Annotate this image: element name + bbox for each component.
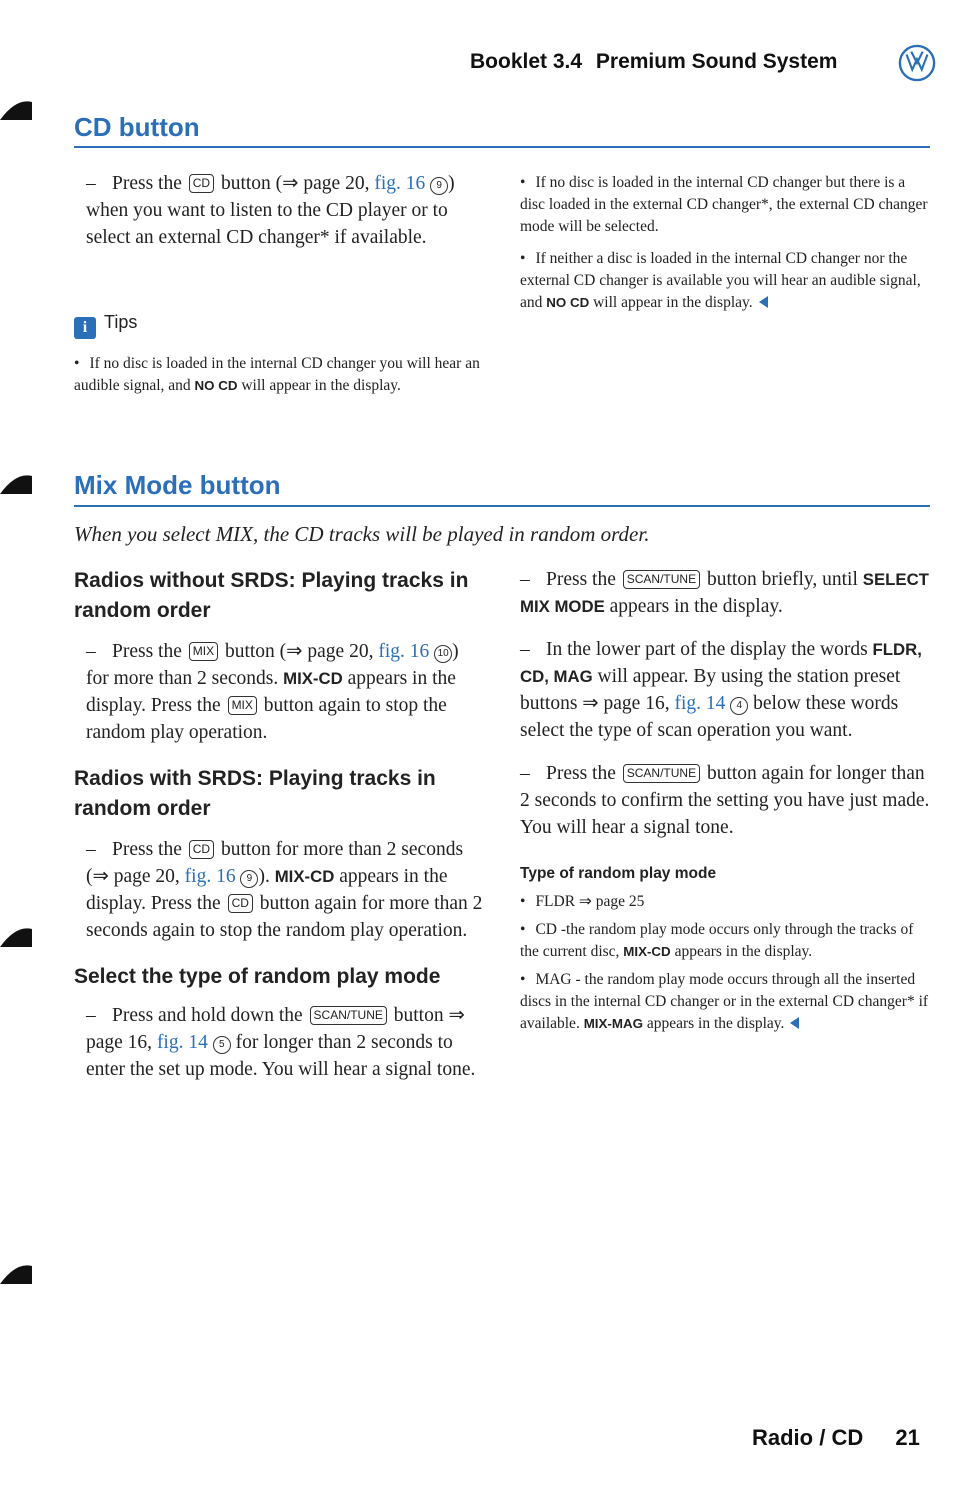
mix-section-heading: Mix Mode button xyxy=(74,470,281,500)
mix-left-column xyxy=(74,566,484,1083)
header-title: Premium Sound System xyxy=(595,50,838,73)
cd-intro xyxy=(86,170,484,251)
fig-link[interactable]: fig. 14 xyxy=(156,1032,208,1053)
cd-section-heading: CD button xyxy=(74,112,200,142)
page-number: 21 xyxy=(895,1425,920,1450)
info-icon: i xyxy=(74,317,96,339)
with-srds-step: – Press the CD button for more than 2 seconds (⇒ page 20, fig. 16 9 ). MIX-CD appears in the display. Press the CD button again for more than 2 seconds again to stop the random play operation. xyxy=(86,839,483,941)
type-item-cd: • CD -the random play mode occurs only through the tracks of the current disc, MIX-CD appears in the display. xyxy=(520,919,930,963)
select-type-step: – Press and hold down the SCAN/TUNE button ⇒ page 16, fig. 14 5 for longer than 2 seconds to enter the set up mode. You will hear a signal tone. xyxy=(86,1005,476,1080)
type-item-fldr: • FLDR ⇒ page 25 xyxy=(520,891,930,913)
without-srds-heading: Radios without SRDS: Playing tracks in random order xyxy=(74,569,469,622)
margin-mark xyxy=(0,925,32,947)
booklet-label: Booklet 3.4 xyxy=(470,50,583,73)
end-marker-icon xyxy=(790,1017,799,1029)
with-srds-heading: Radios with SRDS: Playing tracks in random order xyxy=(74,767,436,820)
cd-intro-step: – Press the CD button (⇒ page 20, fig. 16 9 ) when you want to listen to the CD player or to select an external CD changer* if available. xyxy=(86,173,455,248)
select-type-heading: Select the type of random play mode xyxy=(74,965,441,988)
tips-label: Tips xyxy=(104,312,138,332)
section-rule xyxy=(74,146,930,148)
tips-text: • If no disc is loaded in the internal CD changer you will hear an audible signal, and NO CD will appear in the display. xyxy=(74,353,484,397)
footer-section: Radio / CD xyxy=(752,1425,864,1450)
page-footer xyxy=(752,1425,920,1451)
right-step-2: – In the lower part of the display the words FLDR, CD, MAG will appear. By using the station preset buttons ⇒ page 16, fig. 14 4 below these words select the type of scan operation you want. xyxy=(520,639,922,741)
cd-right-column xyxy=(520,172,930,314)
fig-link[interactable]: fig. 16 xyxy=(374,173,426,194)
right-step-1: – Press the SCAN/TUNE button briefly, until SELECT MIX MODE appears in the display. xyxy=(520,569,929,617)
section-rule xyxy=(74,505,930,507)
type-heading: Type of random play mode xyxy=(520,865,717,882)
cd-key: CD xyxy=(189,174,214,193)
right-bullet-2: • If neither a disc is loaded in the internal CD changer nor the external CD changer is available you will hear an audible signal, and NO CD will appear in the display. xyxy=(520,248,930,314)
mix-right-column xyxy=(520,566,930,1035)
end-marker-icon xyxy=(759,296,768,308)
type-item-mag: • MAG - the random play mode occurs through all the inserted discs in the internal CD changer or in the external CD changer* if available. MIX-MAG appears in the display. xyxy=(520,969,930,1035)
without-srds-step: – Press the MIX button (⇒ page 20, fig. 16 10 ) for more than 2 seconds. MIX-CD appears in the display. Press the MIX button again to stop the random play operation. xyxy=(86,641,459,743)
vw-logo-icon xyxy=(898,44,936,82)
tips-box xyxy=(74,312,484,397)
right-step-3: – Press the SCAN/TUNE button again for longer than 2 seconds to confirm the setting you have just made. You will hear a signal tone. xyxy=(520,763,930,838)
margin-mark xyxy=(0,472,32,494)
fig-link[interactable]: fig. 16 xyxy=(378,641,430,662)
margin-mark xyxy=(0,1262,32,1284)
right-bullet-1: • If no disc is loaded in the internal CD changer but there is a disc loaded in the external CD changer*, the external CD changer mode will be selected. xyxy=(520,172,930,238)
mix-lead: When you select MIX, the CD tracks will be played in random order. xyxy=(74,522,650,546)
page-header xyxy=(470,50,837,74)
margin-mark xyxy=(0,98,32,120)
fig-link[interactable]: fig. 16 xyxy=(184,866,236,887)
fig-link[interactable]: fig. 14 xyxy=(674,693,726,714)
type-list xyxy=(520,891,930,1035)
